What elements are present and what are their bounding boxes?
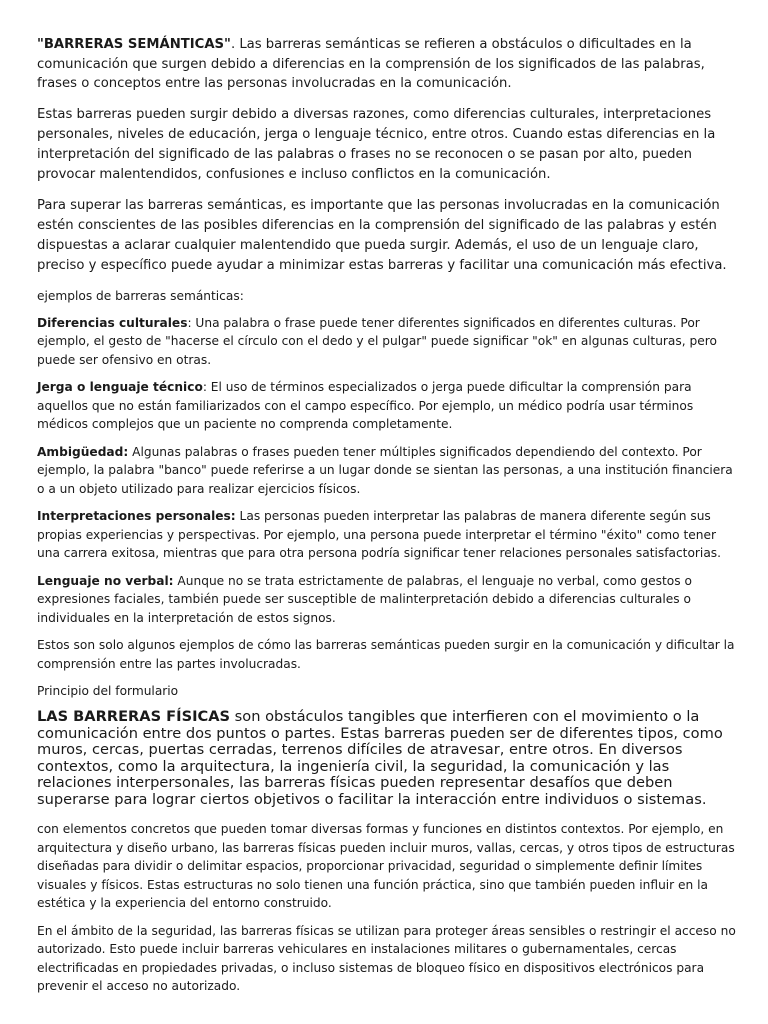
security-paragraph: En el ámbito de la seguridad, las barreras físicas se utilizan para proteger áreas sensibles o restringir el acceso no autorizado. Esto puede incluir barreras vehiculares en instalaciones militares o gubernamentales, cercas electrificadas en propiedades privadas, o incluso sistemas de bloqueo físico en dispositivos electrónicos para prevenir el acceso no autorizado.	[37, 923, 736, 993]
example-text: Algunas palabras o frases pueden tener múltiples significados dependiendo del contexto. Por ejemplo, la palabra "banco" puede referirse a un lugar donde se sientan las personas, a una institución financiera o a un objeto utilizado para realizar ejercicios físicos.	[37, 444, 733, 496]
intro-text: . Las barreras semánticas se refieren a obstáculos o dificultades en la comunicación que surgen debido a diferencias en la comprensión de los significados de las palabras, frases o conceptos entre las personas involucradas en la comunicación.	[37, 37, 705, 91]
semantic-barriers-heading: "BARRERAS SEMÁNTICAS"	[37, 37, 231, 52]
example-text: Una palabra o frase puede tener diferentes significados en diferentes culturas. Por ejemplo, el gesto de "hacerse el círculo con el dedo y el pulgar" puede significar "ok" en algunas culturas, pero puede ser ofensivo en otras.	[37, 315, 717, 367]
form-start-label: Principio del formulario	[37, 684, 179, 698]
example-separator: :	[187, 315, 192, 330]
physical-barriers-text: son obstáculos tangibles que interfieren con el movimiento o la comunicación entre dos puntos o partes. Estas barreras pueden ser de diferentes tipos, como muros, cercas, puertas cerradas, terrenos difíciles de atravesar, entre otros. En diversos contextos, como la arquitectura, la ingeniería civil, la seguridad, la comunicación y las relaciones interpersonales, las barreras físicas pueden representar desafíos que deben superarse para lograr ciertos objetivos o facilitar la interacción entre individuos o sistemas.	[37, 708, 723, 808]
physical-barriers-heading: LAS BARRERAS FÍSICAS	[37, 708, 231, 725]
example-text: Las personas pueden interpretar las palabras de manera diferente según sus propias experiencias y perspectivas. Por ejemplo, una persona puede interpretar el término "éxito" como tener una carrera exitosa, mientras que para otra persona podría significar tener relaciones personales satisfactorias.	[37, 509, 722, 560]
examples-label: ejemplos de barreras semánticas:	[37, 288, 244, 303]
example-item	[37, 378, 737, 434]
causes-paragraph: Estas barreras pueden surgir debido a diversas razones, como diferencias culturales, interpretaciones personales, niveles de educación, jerga o lenguaje técnico, entre otros. Cuando estas diferencias en la interpretación del significado de las palabras o frases no se reconocen o se pasan por alto, pueden provocar malentendidos, confusiones e incluso conflictos en la comunicación.	[37, 106, 716, 182]
example-item	[37, 572, 737, 628]
example-text: El uso de términos especializados o jerga puede dificultar la comprensión para aquellos que no están familiarizados con el campo específico. Por ejemplo, un médico podría usar términos médicos complejos que un paciente no comprenda completamente.	[37, 380, 694, 431]
example-text: Aunque no se trata estrictamente de palabras, el lenguaje no verbal, como gestos o expresiones faciales, también puede ser susceptible de malinterpretación debido a diferencias culturales o individuales en la interpretación de estos signos.	[37, 573, 692, 625]
intro-paragraph	[37, 35, 737, 94]
closing-paragraph: Estos son solo algunos ejemplos de cómo las barreras semánticas pueden surgir en la comunicación y dificultar la comprensión entre las partes involucradas.	[37, 638, 735, 671]
example-separator: :	[202, 380, 207, 394]
document-page	[37, 35, 737, 1005]
example-item	[37, 314, 737, 370]
physical-barriers-paragraph	[37, 709, 737, 808]
example-item	[37, 507, 737, 563]
example-term: Ambigüedad:	[37, 444, 129, 459]
example-term: Lenguaje no verbal:	[37, 573, 174, 588]
example-term: Interpretaciones personales:	[37, 509, 236, 523]
overcoming-paragraph: Para superar las barreras semánticas, es importante que las personas involucradas en la comunicación estén conscientes de las posibles diferencias en la comprensión del significado de las palabras y estén dispuestas a aclarar cualquier malentendido que pueda surgir. Además, el uso de un lenguaje claro, preciso y específico puede ayudar a minimizar estas barreras y facilitar una comunicación más efectiva.	[37, 197, 727, 273]
physical-elements-paragraph: con elementos concretos que pueden tomar diversas formas y funciones en distintos contextos. Por ejemplo, en arquitectura y diseño urbano, las barreras físicas pueden incluir muros, vallas, cercas, y otros tipos de estructuras diseñadas para dividir o delimitar espacios, proporcionar privacidad, seguridad o simplemente definir límites visuales y físicos. Estas estructuras no solo tienen una función práctica, sino que también pueden influir en la estética y la experiencia del entorno construido.	[37, 822, 735, 910]
example-item	[37, 443, 737, 499]
example-term: Diferencias culturales	[37, 315, 188, 330]
example-term: Jerga o lenguaje técnico	[37, 380, 203, 394]
